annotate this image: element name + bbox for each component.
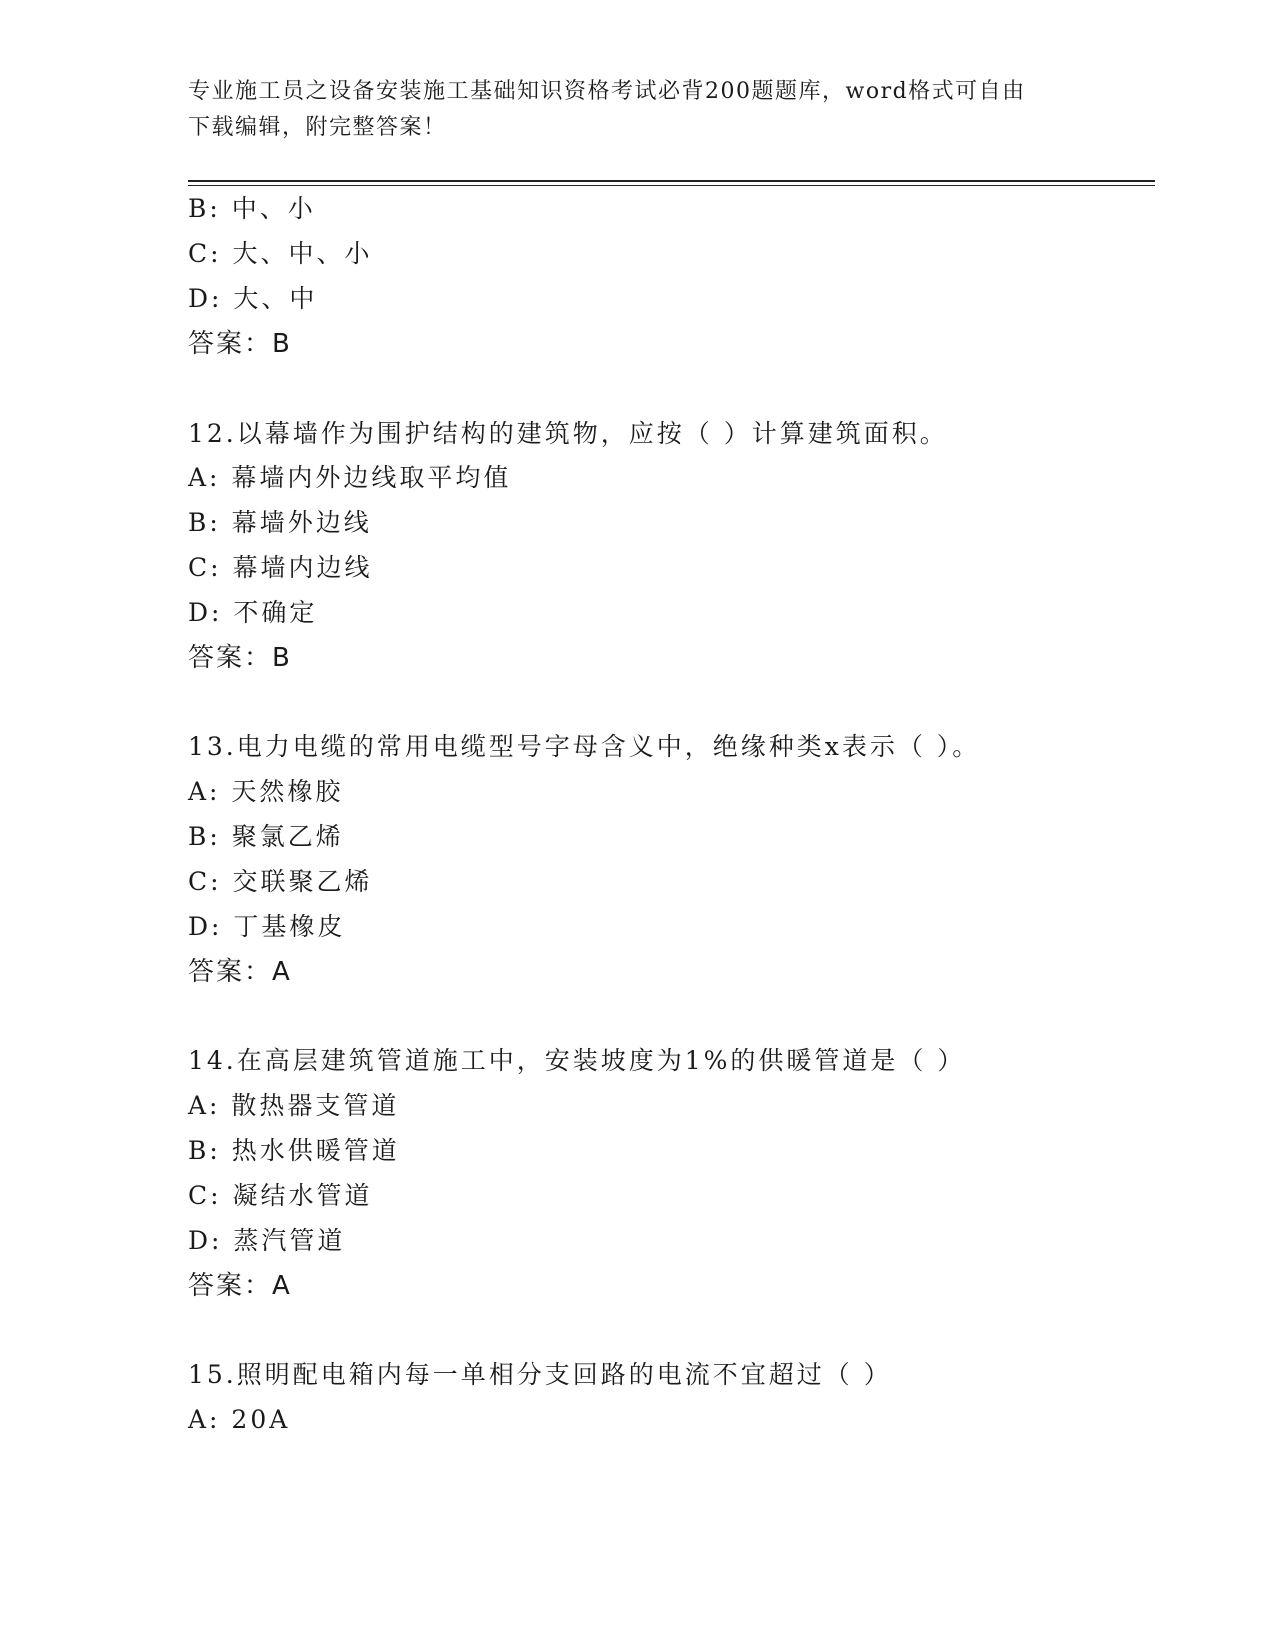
question-12-option-b: B: 幕墙外边线	[188, 508, 372, 537]
question-14-option-a: A: 散热器支管道	[188, 1091, 400, 1120]
question-13-stem: 13.电力电缆的常用电缆型号字母含义中，绝缘种类x表示（ ）。	[188, 732, 981, 761]
question-13-option-b: B: 聚氯乙烯	[188, 822, 344, 851]
question-12-option-a: A: 幕墙内外边线取平均值	[188, 463, 512, 492]
question-15-option-a: A: 20A	[188, 1405, 291, 1434]
prev-option-c: C: 大、中、小	[188, 239, 373, 268]
prev-answer: 答案：B	[188, 329, 292, 359]
question-15-stem: 15.照明配电箱内每一单相分支回路的电流不宜超过（ ）	[188, 1360, 892, 1389]
header-divider-thin	[188, 185, 1155, 186]
prev-option-b: B: 中、小	[188, 194, 316, 223]
question-12-stem: 12.以幕墙作为围护结构的建筑物，应按（ ）计算建筑面积。	[188, 419, 948, 448]
question-12-option-c: C: 幕墙内边线	[188, 553, 373, 582]
header-title-line1: 专业施工员之设备安装施工基础知识资格考试必背200题题库，word格式可自由	[188, 79, 1026, 104]
question-13-option-a: A: 天然橡胶	[188, 777, 344, 806]
question-13-answer: 答案：A	[188, 957, 292, 987]
question-14-option-d: D: 蒸汽管道	[188, 1226, 346, 1255]
question-14-answer: 答案：A	[188, 1271, 292, 1301]
question-14-option-b: B: 热水供暖管道	[188, 1136, 400, 1165]
question-12-option-d: D: 不确定	[188, 598, 318, 627]
question-12-answer: 答案：B	[188, 643, 292, 673]
header-title-line2: 下载编辑，附完整答案！	[188, 115, 447, 140]
document-header	[188, 74, 1068, 146]
question-14-stem: 14.在高层建筑管道施工中，安装坡度为1%的供暖管道是（ ）	[188, 1046, 966, 1075]
question-14-option-c: C: 凝结水管道	[188, 1181, 373, 1210]
prev-option-d: D: 大、中	[188, 284, 318, 313]
header-divider-thick	[188, 180, 1155, 182]
question-13-option-d: D: 丁基橡皮	[188, 912, 346, 941]
question-13-option-c: C: 交联聚乙烯	[188, 867, 373, 896]
